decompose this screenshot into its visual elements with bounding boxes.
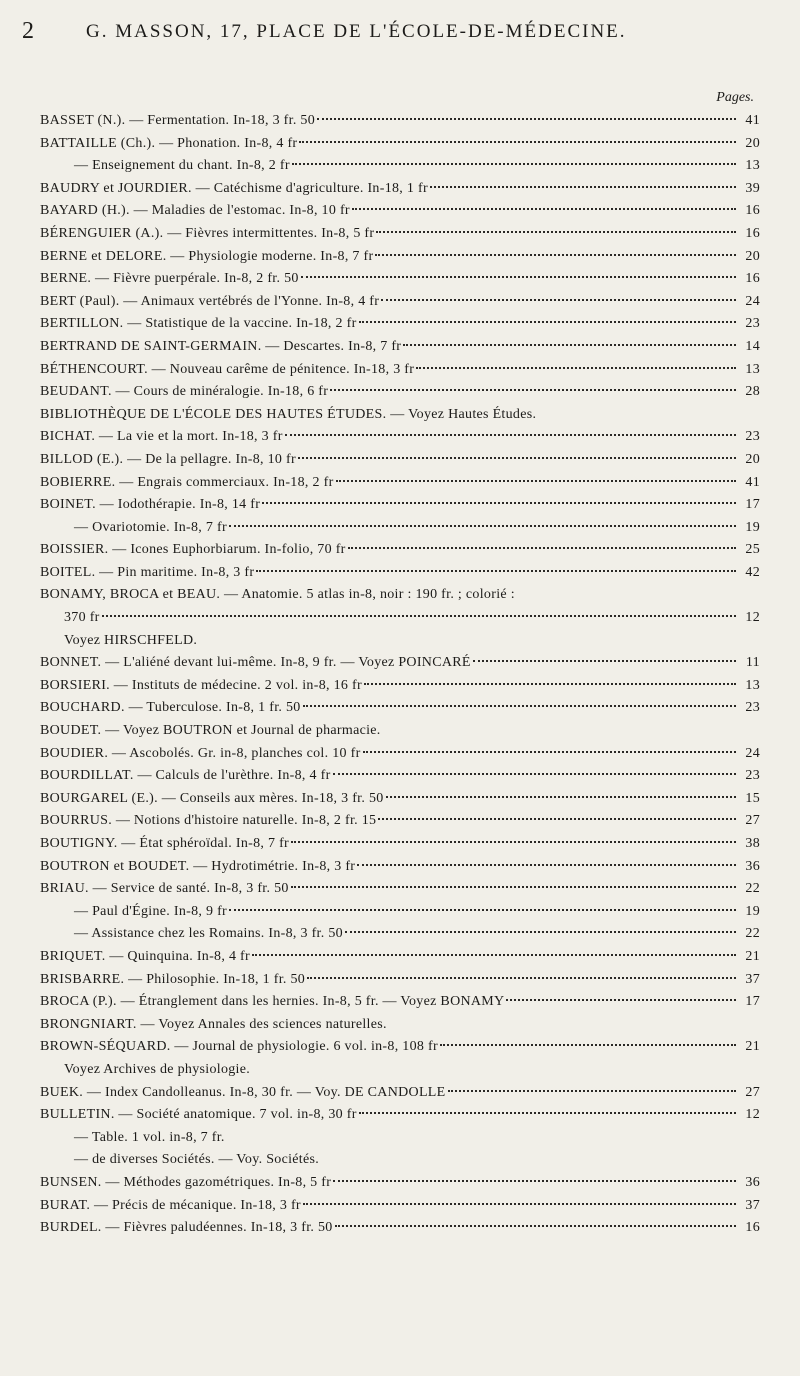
entry-page-number: 22 (745, 881, 760, 897)
dot-leader (298, 457, 736, 459)
index-entry (40, 562, 760, 585)
index-entry (40, 517, 760, 540)
index-entry (40, 472, 760, 495)
entry-page-number: 27 (745, 813, 760, 829)
entry-text: BOUDIER. — Ascobolés. Gr. in-8, planches col. 10 fr (40, 745, 361, 761)
index-entry (40, 833, 760, 856)
entry-text: — Ovariotomie. In-8, 7 fr (74, 519, 227, 535)
dot-leader (336, 480, 736, 482)
dot-leader (375, 254, 736, 256)
entry-text: BERTRAND DE SAINT-GERMAIN. — Descartes. In-8, 7 fr (40, 338, 402, 354)
dot-leader (291, 841, 736, 843)
entry-page-number: 15 (745, 790, 760, 806)
entry-text: BOUTIGNY. — État sphéroïdal. In-8, 7 fr (40, 836, 290, 851)
index-entry (40, 923, 760, 946)
dot-leader (357, 864, 736, 866)
index-entry (40, 991, 760, 1014)
dot-leader (430, 186, 736, 188)
index-entry (40, 856, 760, 879)
entry-page-number: 20 (745, 135, 760, 151)
index-entry (40, 946, 760, 969)
index-entry (40, 1195, 760, 1218)
entry-text: BAYARD (H.). — Maladies de l'estomac. In-8, 10 fr (40, 203, 350, 219)
entry-text: BAUDRY et JOURDIER. — Catéchisme d'agriculture. In-18, 1 fr (40, 180, 428, 196)
entry-page-number: 20 (745, 451, 760, 467)
index-entry (40, 268, 760, 291)
entry-text: 370 fr (64, 610, 100, 626)
entry-page-number: 42 (745, 564, 760, 580)
entry-page-number: 36 (745, 1174, 760, 1190)
dot-leader (359, 1112, 736, 1114)
index-entry (40, 1036, 760, 1059)
dot-leader (345, 931, 736, 933)
entry-text: BROWN-SÉQUARD. — Journal de physiologie. 6 vol. in-8, 108 fr (40, 1039, 438, 1055)
entry-page-number: 21 (745, 948, 760, 964)
index-entry (40, 607, 760, 630)
entry-text: BOITEL. — Pin maritime. In-8, 3 fr (40, 564, 255, 580)
entry-text: BRIAU. — Service de santé. In-8, 3 fr. 50 (40, 881, 289, 897)
entry-text: BULLETIN. — Société anatomique. 7 vol. in-8, 30 fr (40, 1107, 357, 1123)
entry-text: BONNET. — L'aliéné devant lui-même. In-8, 9 fr. — Voyez POINCARÉ (40, 655, 471, 671)
running-header (0, 14, 800, 48)
index-entry (40, 246, 760, 269)
dot-leader (307, 977, 736, 979)
index-entry (40, 720, 760, 743)
dot-leader (317, 118, 736, 120)
entry-page-number: 17 (745, 994, 760, 1010)
entry-text: BORSIERI. — Instituts de médecine. 2 vol. in-8, 16 fr (40, 677, 362, 693)
entry-text: BONAMY, BROCA et BEAU. — Anatomie. 5 atlas in-8, noir : 190 fr. ; colorié : (40, 587, 515, 603)
entry-page-number: 41 (745, 113, 760, 128)
entry-text: BÉRENGUIER (A.). — Fièvres intermittentes. In-8, 5 fr (40, 225, 375, 241)
index-entry (40, 200, 760, 223)
dot-leader (440, 1044, 736, 1046)
entry-page-number: 27 (745, 1084, 760, 1100)
entry-text: BUNSEN. — Méthodes gazométriques. In-8, 5 fr (40, 1174, 332, 1190)
entry-page-number: 36 (745, 858, 760, 874)
entry-page-number: 19 (745, 519, 760, 535)
entry-text: BOUCHARD. — Tuberculose. In-8, 1 fr. 50 (40, 700, 301, 716)
index-entry (40, 810, 760, 833)
entry-page-number: 14 (745, 338, 760, 354)
entry-text: BILLOD (E.). — De la pellagre. In-8, 10 fr (40, 451, 296, 467)
entry-page-number: 13 (745, 677, 760, 693)
dot-leader (303, 1203, 736, 1205)
pages-column-label: Pages. (716, 90, 754, 105)
index-entry (40, 223, 760, 246)
index-entry (40, 675, 760, 698)
dot-leader (256, 570, 736, 572)
index-entry (40, 584, 760, 607)
index-entry (40, 1014, 760, 1037)
entry-text: BRISBARRE. — Philosophie. In-18, 1 fr. 50 (40, 971, 306, 987)
entry-text: — de diverses Sociétés. — Voy. Sociétés. (74, 1152, 320, 1168)
dot-leader (299, 141, 736, 143)
entry-text: BOURDILLAT. — Calculs de l'urèthre. In-8, 4 fr (40, 768, 331, 784)
entry-page-number: 25 (745, 542, 760, 558)
entry-page-number: 21 (745, 1039, 760, 1055)
entry-text: BURDEL. — Fièvres paludéennes. In-18, 3 fr. 50 (40, 1220, 333, 1236)
index-entry (40, 901, 760, 924)
entry-page-number: 13 (745, 361, 760, 377)
index-entry (40, 178, 760, 201)
dot-leader (229, 525, 736, 527)
page-number: 2 (22, 18, 34, 44)
index-entry (40, 1217, 760, 1240)
entry-text: BERTILLON. — Statistique de la vaccine. In-18, 2 fr (40, 316, 357, 332)
running-title: G. MASSON, 17, PLACE DE L'ÉCOLE-DE-MÉDECINE. (86, 21, 627, 42)
entry-text: BOURRUS. — Notions d'histoire naturelle. In-8, 2 fr. 15 (40, 813, 377, 829)
entry-page-number: 23 (745, 429, 760, 445)
index-entry (40, 652, 760, 675)
index-entry (40, 697, 760, 720)
dot-leader (416, 367, 736, 369)
entry-page-number: 17 (745, 497, 760, 513)
index-entry (40, 878, 760, 901)
entry-text: Voyez HIRSCHFELD. (64, 632, 198, 648)
index-entry (40, 494, 760, 517)
entry-text: BOINET. — Iodothérapie. In-8, 14 fr (40, 497, 261, 513)
dot-leader (381, 299, 736, 301)
index-entry (40, 539, 760, 562)
entry-page-number: 16 (745, 271, 760, 287)
entry-text: BÉTHENCOURT. — Nouveau carême de pénitence. In-18, 3 fr (40, 361, 415, 377)
dot-leader (102, 615, 736, 617)
entry-text: — Enseignement du chant. In-8, 2 fr (74, 158, 290, 174)
entry-text: BIBLIOTHÈQUE DE L'ÉCOLE DES HAUTES ÉTUDES. — Voyez Hautes Études. (40, 406, 537, 422)
index-entry (40, 788, 760, 811)
dot-leader (348, 547, 736, 549)
index-entry (40, 291, 760, 314)
index-entry (40, 1082, 760, 1105)
entry-page-number: 12 (745, 610, 760, 626)
dot-leader (252, 954, 736, 956)
dot-leader (262, 502, 736, 504)
index-entry (40, 765, 760, 788)
dot-leader (333, 1180, 736, 1182)
dot-leader (364, 683, 736, 685)
entry-page-number: 12 (745, 1107, 760, 1123)
dot-leader (352, 208, 736, 210)
dot-leader (363, 751, 736, 753)
index-entry (40, 1127, 760, 1150)
index-entry (40, 404, 760, 427)
entry-page-number: 23 (745, 700, 760, 716)
entry-text: BRIQUET. — Quinquina. In-8, 4 fr (40, 948, 250, 964)
entry-text: BRONGNIART. — Voyez Annales des sciences naturelles. (40, 1016, 387, 1032)
index-entry (40, 381, 760, 404)
entry-page-number: 22 (745, 926, 760, 942)
entry-page-number: 39 (745, 180, 760, 196)
entry-page-number: 23 (745, 316, 760, 332)
entry-text: Voyez Archives de physiologie. (64, 1061, 251, 1077)
index-entry (40, 630, 760, 653)
entry-page-number: 16 (745, 1220, 760, 1236)
index-entry (40, 1149, 760, 1172)
index-entry (40, 1104, 760, 1127)
index-entry (40, 133, 760, 156)
entry-text: BOUTRON et BOUDET. — Hydrotimétrie. In-8, 3 fr (40, 858, 356, 874)
entry-text: BASSET (N.). — Fermentation. In-18, 3 fr. 50 (40, 113, 316, 128)
dot-leader (403, 344, 736, 346)
entry-page-number: 23 (745, 768, 760, 784)
entry-page-number: 16 (745, 203, 760, 219)
dot-leader (376, 231, 736, 233)
dot-leader (330, 389, 736, 391)
dot-leader (303, 705, 736, 707)
dot-leader (335, 1225, 736, 1227)
entry-text: BOISSIER. — Icones Euphorbiarum. In-folio, 70 fr (40, 542, 346, 558)
index-entry (40, 110, 760, 133)
entry-text: BOUDET. — Voyez BOUTRON et Journal de pharmacie. (40, 723, 381, 739)
dot-leader (506, 999, 736, 1001)
dot-leader (333, 773, 736, 775)
index-entry (40, 1059, 760, 1082)
entry-text: BOBIERRE. — Engrais commerciaux. In-18, 2 fr (40, 474, 334, 490)
entry-page-number: 28 (745, 384, 760, 400)
entry-page-number: 24 (745, 745, 760, 761)
entry-text: BERNE et DELORE. — Physiologie moderne. In-8, 7 fr (40, 248, 374, 264)
entry-text: BERT (Paul). — Animaux vertébrés de l'Yonne. In-8, 4 fr (40, 293, 380, 309)
entry-page-number: 16 (745, 225, 760, 241)
index-entry (40, 426, 760, 449)
dot-leader (285, 434, 736, 436)
entry-text: — Paul d'Égine. In-8, 9 fr (74, 903, 228, 919)
entry-text: BURAT. — Précis de mécanique. In-18, 3 fr (40, 1197, 301, 1213)
dot-leader (291, 886, 736, 888)
entry-page-number: 20 (745, 248, 760, 264)
entry-text: BICHAT. — La vie et la mort. In-18, 3 fr (40, 429, 283, 445)
index-entry (40, 743, 760, 766)
dot-leader (301, 276, 736, 278)
dot-leader (292, 163, 736, 165)
index-entry (40, 969, 760, 992)
index-entry (40, 336, 760, 359)
entry-page-number: 37 (745, 971, 760, 987)
dot-leader (359, 321, 736, 323)
entry-text: BEUDANT. — Cours de minéralogie. In-18, 6 fr (40, 384, 329, 400)
index-entry (40, 359, 760, 382)
entry-text: — Table. 1 vol. in-8, 7 fr. (74, 1129, 225, 1145)
index-entry (40, 313, 760, 336)
entry-page-number: 24 (745, 293, 760, 309)
entry-text: BERNE. — Fièvre puerpérale. In-8, 2 fr. 50 (40, 271, 299, 287)
entry-text: BROCA (P.). — Étranglement dans les hernies. In-8, 5 fr. — Voyez BONAMY (40, 994, 505, 1010)
index-entry (40, 449, 760, 472)
entry-page-number: 19 (745, 903, 760, 919)
dot-leader (448, 1090, 736, 1092)
index-entry (40, 1172, 760, 1195)
entry-page-number: 37 (745, 1197, 760, 1213)
entry-text: BATTAILLE (Ch.). — Phonation. In-8, 4 fr (40, 135, 298, 151)
entry-text: BUEK. — Index Candolleanus. In-8, 30 fr. — Voy. DE CANDOLLE (40, 1084, 446, 1100)
dot-leader (386, 796, 736, 798)
dot-leader (473, 660, 736, 662)
entry-page-number: 41 (745, 474, 760, 490)
dot-leader (378, 818, 736, 820)
entry-page-number: 13 (745, 158, 760, 174)
entry-text: — Assistance chez les Romains. In-8, 3 fr. 50 (74, 926, 343, 942)
dot-leader (229, 909, 736, 911)
catalogue-index (40, 110, 760, 1240)
entry-page-number: 38 (745, 836, 760, 851)
entry-page-number: 11 (745, 655, 760, 671)
entry-text: BOURGAREL (E.). — Conseils aux mères. In-18, 3 fr. 50 (40, 790, 384, 806)
index-entry (40, 155, 760, 178)
